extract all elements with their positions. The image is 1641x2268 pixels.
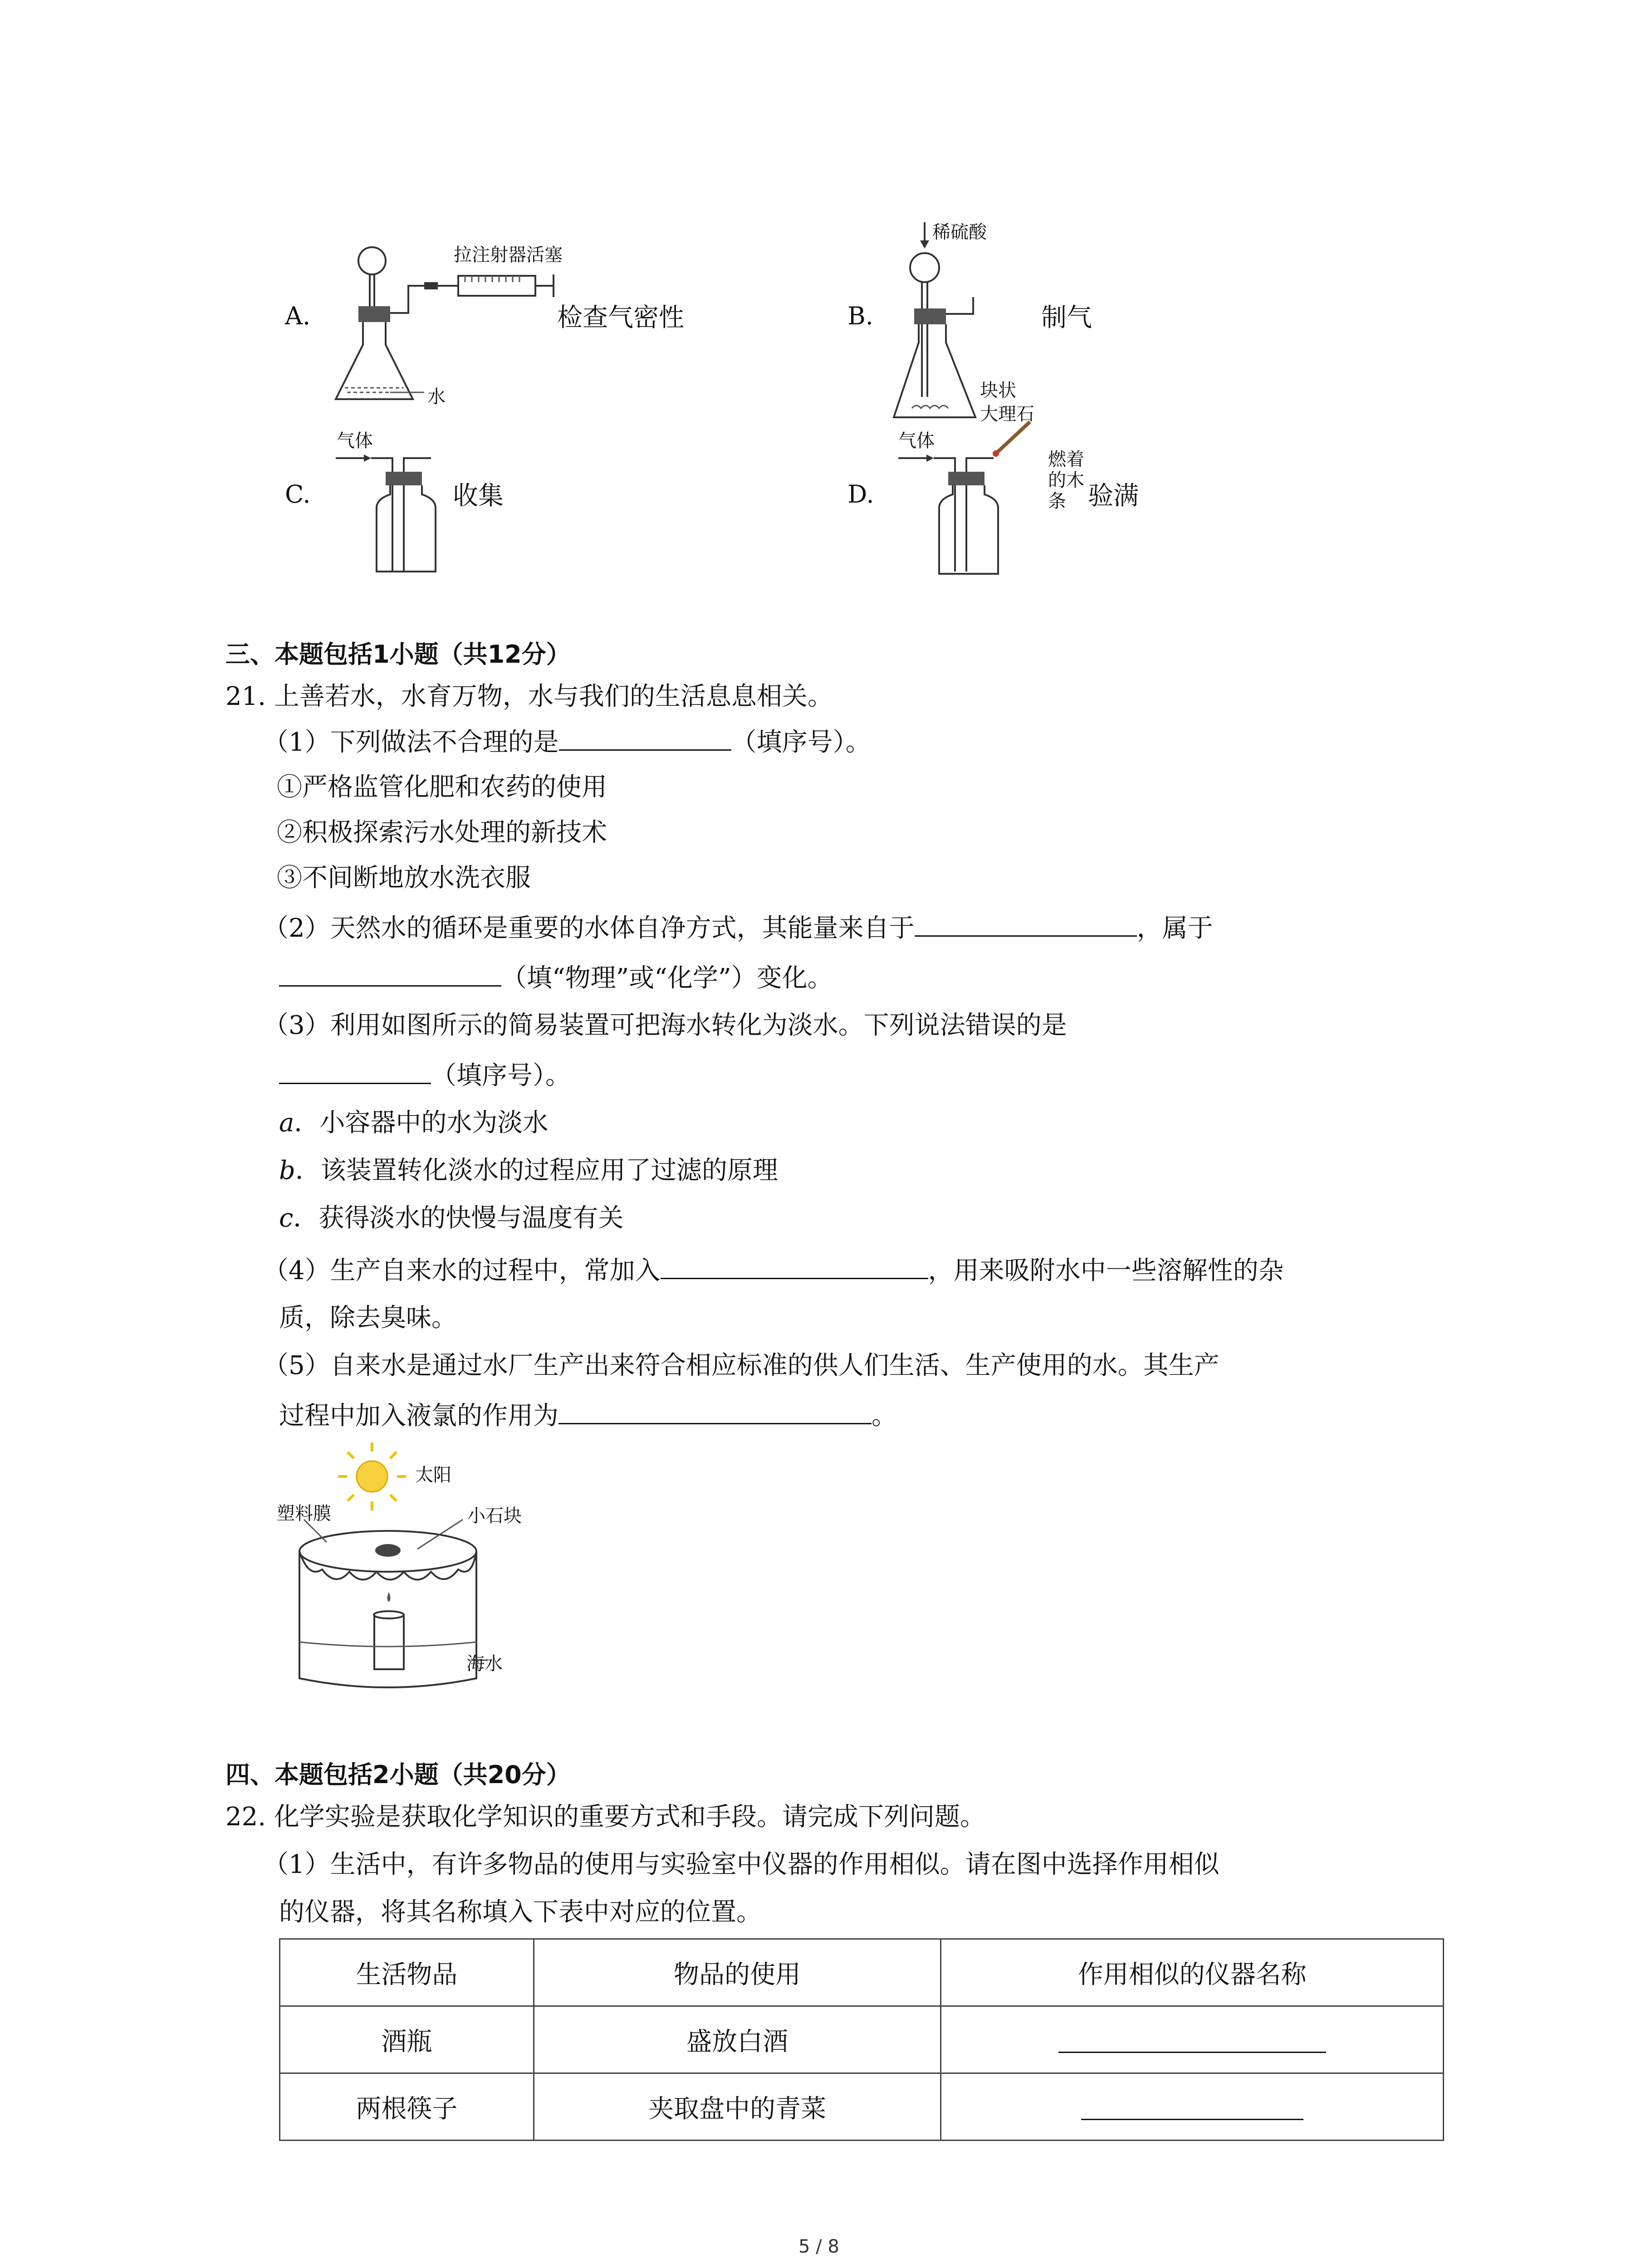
q22-part1: （1）生活中，有许多物品的使用与实验室中仪器的作用相似。请在图中选择作用相似 <box>263 1850 1220 1879</box>
callout-gas-d: 气体 <box>898 430 935 451</box>
q21-part5-blank[interactable] <box>558 1399 872 1424</box>
q21-part1-blank[interactable] <box>559 726 731 751</box>
q21-part2-suffix: （填“物理”或“化学”）变化。 <box>501 963 833 993</box>
q21-part3: （3）利用如图所示的简易装置可把海水转化为淡水。下列说法错误的是 <box>263 1011 1067 1040</box>
option-d-caption: 验满 <box>1088 481 1139 511</box>
figure-label-seawater: 海水 <box>466 1653 503 1674</box>
option-b-label: B. <box>847 302 873 330</box>
page-number: 5 / 8 <box>798 2236 839 2257</box>
callout-acid: 稀硫酸 <box>932 222 987 243</box>
q21-part3-line2 <box>279 1059 571 1092</box>
section-4-title: 四、本题包括2小题（共20分） <box>225 1760 571 1789</box>
option-b-letter: b <box>279 1156 295 1185</box>
q21-part1 <box>263 726 871 759</box>
table-cell-item: 酒瓶 <box>280 2006 534 2073</box>
q21-part2-text: （2）天然水的循环是重要的水体自净方式，其能量来自于 <box>263 914 915 943</box>
q21-part5-text: 过程中加入液氯的作用为 <box>279 1401 558 1431</box>
sun-icon <box>338 1442 406 1510</box>
table-cell-usage: 夹取盘中的青菜 <box>534 2073 941 2141</box>
callout-water: 水 <box>427 386 446 407</box>
q21-part3-option-b <box>279 1154 778 1187</box>
table-header-item: 生活物品 <box>280 1939 534 2006</box>
q21-part5: （5）自来水是通过水厂生产出来符合相应标准的供人们生活、生产使用的水。其生产 <box>263 1351 1220 1380</box>
table-row <box>280 2073 1444 2141</box>
callout-stick: 燃着 的木 条 <box>1048 449 1084 512</box>
option-a-letter: a <box>279 1108 294 1138</box>
option-c-apparatus <box>331 449 449 581</box>
option-a-text: ．小容器中的水为淡水 <box>294 1108 549 1138</box>
table-header-usage: 物品的使用 <box>534 1939 941 2006</box>
table-cell-answer[interactable] <box>941 2006 1444 2073</box>
q21-part2-mid: ，属于 <box>1136 914 1213 943</box>
option-a-caption: 检查气密性 <box>557 303 684 332</box>
q22-table <box>279 1938 1444 2141</box>
q21-part3-suffix: （填序号）。 <box>431 1061 571 1090</box>
solar-still-figure <box>272 1442 554 1696</box>
table-cell-item: 两根筷子 <box>280 2073 534 2141</box>
answer-blank[interactable] <box>1058 2020 1326 2053</box>
q21-stem: 21. 上善若水，水育万物，水与我们的生活息息相关。 <box>225 682 833 711</box>
table-row <box>280 2006 1444 2073</box>
q21-part4 <box>263 1254 1284 1287</box>
option-c-text: ．获得淡水的快慢与温度有关 <box>293 1203 624 1233</box>
q21-part1-suffix: （填序号）。 <box>731 728 871 757</box>
option-b-caption: 制气 <box>1041 303 1092 332</box>
callout-gas-c: 气体 <box>337 430 373 451</box>
table-header-instrument: 作用相似的仪器名称 <box>941 1939 1444 2006</box>
table-header-row <box>280 1939 1444 2006</box>
q21-part4-mid: ，用来吸附水中一些溶解性的杂 <box>928 1256 1284 1286</box>
option-a-label: A. <box>285 302 311 330</box>
option-c-caption: 收集 <box>453 481 504 511</box>
q21-option-3: ③不间断地放水洗衣服 <box>277 863 531 893</box>
section-3-title: 三、本题包括1小题（共12分） <box>225 640 571 669</box>
table-cell-usage: 盛放白酒 <box>534 2006 941 2073</box>
q21-part2-line2 <box>279 962 833 995</box>
option-b-apparatus <box>889 218 1062 431</box>
q21-part5-suffix: 。 <box>872 1401 897 1431</box>
q21-part4-text: （4）生产自来水的过程中，常加入 <box>263 1256 661 1286</box>
q21-part5-line2 <box>279 1399 897 1432</box>
q21-option-2: ②积极探索污水处理的新技术 <box>277 818 607 847</box>
option-b-text: ．该装置转化淡水的过程应用了过滤的原理 <box>295 1156 778 1185</box>
figure-label-sun: 太阳 <box>415 1465 451 1486</box>
option-c-letter: c <box>279 1203 294 1233</box>
q21-part2-blank-1[interactable] <box>915 912 1137 937</box>
option-d-label: D. <box>847 480 874 508</box>
figure-label-film: 塑料膜 <box>277 1503 331 1524</box>
callout-marble: 块状 大理石 <box>980 380 1034 425</box>
q21-part3-blank[interactable] <box>279 1059 431 1084</box>
q21-part3-option-a <box>279 1107 548 1139</box>
q21-part4-blank[interactable] <box>661 1254 928 1279</box>
figure-label-stone: 小石块 <box>467 1505 522 1526</box>
answer-blank[interactable] <box>1081 2087 1303 2120</box>
table-cell-answer[interactable] <box>941 2073 1444 2141</box>
q21-part2 <box>263 912 1213 945</box>
option-c-label: C. <box>285 480 311 508</box>
callout-plunger: 拉注射器活塞 <box>454 244 563 265</box>
q22-part1-line2: 的仪器，将其名称填入下表中对应的位置。 <box>279 1897 762 1927</box>
q21-part2-blank-2[interactable] <box>279 962 501 987</box>
q21-part1-text: （1）下列做法不合理的是 <box>263 728 559 757</box>
q21-option-1: ①严格监管化肥和农药的使用 <box>277 772 607 802</box>
q21-part4-line2: 质，除去臭味。 <box>279 1303 457 1333</box>
q21-part3-option-c <box>279 1202 623 1235</box>
q22-stem: 22. 化学实验是获取化学知识的重要方式和手段。请完成下列问题。 <box>225 1802 985 1832</box>
